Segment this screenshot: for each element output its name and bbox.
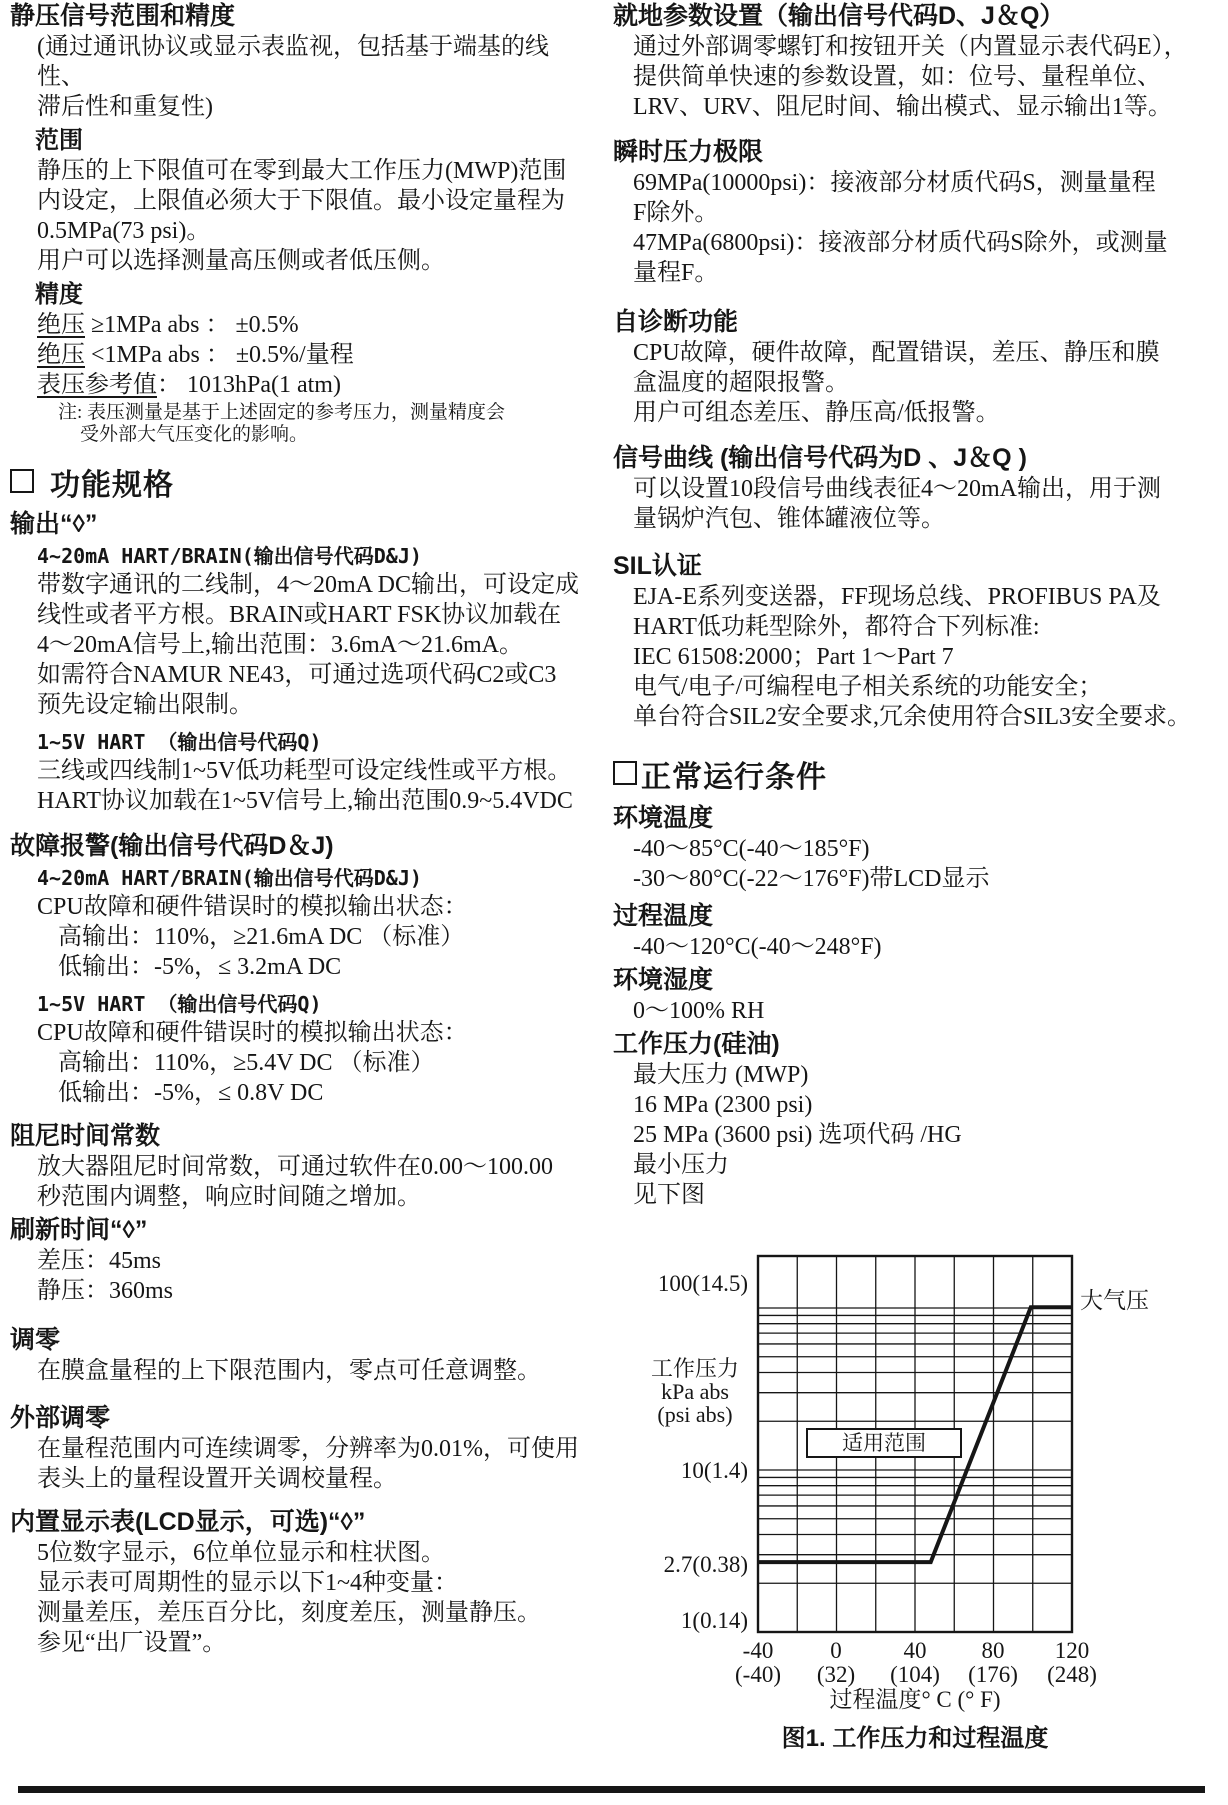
- heading-process-temp: 过程温度: [613, 902, 714, 930]
- y-tick-2-7: 2.7(0.38): [663, 1552, 748, 1577]
- text-line: 用户可以选择测量高压侧或者低压侧。: [37, 248, 445, 274]
- text-line: -40～85°C(-40～185°F): [633, 836, 870, 862]
- text-line: 4～20mA信号上,输出范围：3.6mA～21.6mA。: [37, 632, 523, 658]
- applicable-range-box: 适用范围: [806, 1428, 962, 1458]
- heading-momentary-pressure-limit: 瞬时压力极限: [613, 138, 764, 166]
- text-line: [10, 310, 595, 340]
- text-line: 预先设定输出限制。: [37, 692, 253, 718]
- text-line: 在膜盒量程的上下限范围内，零点可任意调整。: [37, 1358, 541, 1384]
- text-line: HART协议加载在1~5V信号上,输出范围0.9~5.4VDC: [37, 788, 573, 814]
- figure-caption: 图1. 工作压力和过程温度: [781, 1725, 1049, 1752]
- text-line: 0～100% RH: [633, 998, 765, 1024]
- heading-ambient-humidity: 环境湿度: [613, 966, 714, 994]
- text-line: 范围: [35, 127, 83, 154]
- underlined-term: 绝压: [37, 342, 85, 368]
- section-functional-specs: [10, 466, 595, 506]
- text-line: 用户可组态差压、静压高/低报警。: [633, 400, 1000, 426]
- text-line: CPU故障，硬件故障，配置错误，差压、静压和膜: [633, 340, 1160, 366]
- x-tick-f: (32): [816, 1662, 856, 1687]
- text-line: 高输出：110%，≥21.6mA DC （标准）: [58, 924, 465, 950]
- section-signal-curve: [613, 442, 1225, 534]
- text-line: CPU故障和硬件错误时的模拟输出状态：: [37, 1020, 468, 1046]
- text-line: 25 MPa (3600 psi) 选项代码 /HG: [633, 1122, 962, 1148]
- text-line: 静压：360ms: [37, 1278, 174, 1304]
- x-tick: 40: [903, 1638, 927, 1663]
- text-line: 47MPa(6800psi)：接液部分材质代码S除外，或测量: [633, 230, 1168, 256]
- heading-zero-adjust: 调零: [10, 1326, 61, 1354]
- section-integral-indicator: [10, 1506, 595, 1658]
- atmospheric-pressure-label: 大气压: [1080, 1288, 1149, 1313]
- section-damping: [10, 1120, 595, 1212]
- text-line: 表头上的量程设置开关调校量程。: [37, 1466, 397, 1492]
- heading-update-time: 刷新时间“◊”: [10, 1216, 148, 1244]
- section-zero-adjust: [10, 1324, 595, 1386]
- x-tick: 0: [830, 1638, 842, 1663]
- underlined-term: 绝压: [37, 312, 85, 338]
- y-tick-1: 1(0.14): [680, 1608, 748, 1633]
- x-tick-f: (248): [1047, 1662, 1097, 1687]
- text-line: 放大器阻尼时间常数，可通过软件在0.00～100.00: [37, 1154, 553, 1180]
- y-axis-unit: kPa abs: [661, 1379, 729, 1404]
- text-line: 5位数字显示，6位单位显示和柱状图。: [37, 1540, 445, 1566]
- text-line: 滞后性和重复性): [37, 94, 213, 120]
- footer-rule: [18, 1786, 1205, 1793]
- text-line: 带数字通讯的二线制，4～20mA DC输出，可设定成: [37, 572, 580, 598]
- heading-ambient-temp: 环境温度: [613, 804, 714, 832]
- text-line: 显示表可周期性的显示以下1~4种变量：: [37, 1570, 458, 1596]
- text-line: -40～120°C(-40～248°F): [633, 934, 882, 960]
- section-momentary-pressure-limit: [613, 136, 1225, 288]
- section-failure-alarm: [10, 830, 595, 1108]
- text-line: 低输出：-5%，≤ 3.2mA DC: [58, 954, 342, 980]
- text-line: 16 MPa (2300 psi): [633, 1092, 813, 1118]
- text-line: 盒温度的超限报警。: [633, 370, 849, 396]
- underlined-term: 表压参考值: [37, 372, 157, 398]
- section-working-pressure: [613, 1028, 1225, 1210]
- text-line: 参见“出厂设置”。: [37, 1630, 227, 1656]
- text-line: 电气/电子/可编程电子相关系统的功能安全；: [633, 674, 1103, 700]
- x-tick-f: (104): [890, 1662, 940, 1687]
- text-line: F除外。: [633, 200, 719, 226]
- x-axis-label: 过程温度° C (° F): [829, 1687, 1001, 1712]
- text-line: -30～80°C(-22～176°F)带LCD显示: [633, 866, 990, 892]
- text-line: 差压：45ms: [37, 1248, 162, 1274]
- section-self-diagnostics: [613, 306, 1225, 428]
- heading-local-param-setting: 就地参数设置（输出信号代码D、J＆Q）: [613, 2, 1065, 30]
- text-line: IEC 61508:2000；Part 1～Part 7: [633, 644, 954, 670]
- heading-working-pressure: 工作压力(硅油): [613, 1030, 780, 1058]
- text-line: 线性或者平方根。BRAIN或HART FSK协议加载在: [37, 602, 562, 628]
- section-box-icon: [10, 469, 34, 493]
- left-column: [10, 0, 595, 1658]
- text-line: 单台符合SIL2安全要求,冗余使用符合SIL3安全要求。: [633, 704, 1191, 730]
- text-line: [10, 370, 595, 400]
- section-local-param-setting: [613, 0, 1225, 122]
- text-line: 注: 表压测量是基于上述固定的参考压力，测量精度会: [58, 402, 506, 423]
- text-run: ≥1MPa abs ： ±0.5%: [85, 312, 299, 338]
- heading-sil-cert: SIL认证: [613, 552, 702, 580]
- heading-normal-operating-conditions: 正常运行条件: [613, 758, 1225, 798]
- section-ambient-temp: [613, 802, 1225, 894]
- text-line: 最大压力 (MWP): [633, 1062, 809, 1088]
- section-normal-operating-conditions: [613, 758, 1225, 798]
- x-tick: 120: [1054, 1638, 1090, 1663]
- text-line: EJA-E系列变送器，FF现场总线、PROFIBUS PA及: [633, 584, 1161, 610]
- section-box-icon: [613, 761, 637, 785]
- text-line: 三线或四线制1~5V低功耗型可设定线性或平方根。: [37, 758, 572, 784]
- text-line: [10, 340, 595, 370]
- text-line: 量程F。: [633, 260, 719, 286]
- text-line: 69MPa(10000psi)：接液部分材质代码S，测量量程: [633, 170, 1156, 196]
- text-line: 1~5V HART （输出信号代码Q): [37, 992, 322, 1016]
- text-line: CPU故障和硬件错误时的模拟输出状态：: [37, 894, 468, 920]
- text-line: LRV、URV、阻尼时间、输出模式、显示输出1等。: [633, 94, 1172, 120]
- y-tick-10: 10(1.4): [680, 1458, 748, 1483]
- text-line: 4~20mA HART/BRAIN(输出信号代码D&J): [37, 866, 422, 890]
- text-line: 4~20mA HART/BRAIN(输出信号代码D&J): [37, 544, 422, 568]
- right-column: [613, 0, 1225, 1210]
- heading-self-diagnostics: 自诊断功能: [613, 308, 739, 336]
- text-line: (通过通讯协议或显示表监视，包括基于端基的线性、: [37, 34, 549, 90]
- x-tick: -40: [742, 1638, 774, 1663]
- x-tick: 80: [981, 1638, 1005, 1663]
- text-line: 1~5V HART （输出信号代码Q): [37, 730, 322, 754]
- text-line: 高输出：110%，≥5.4V DC （标准）: [58, 1050, 435, 1076]
- text-line: 静压的上下限值可在零到最大工作压力(MWP)范围: [37, 158, 567, 184]
- text-line: 秒范围内调整，响应时间随之增加。: [37, 1184, 421, 1210]
- text-run: ： 1013hPa(1 atm): [157, 372, 341, 398]
- text-line: 通过外部调零螺钉和按钮开关（内置显示表代码E），: [633, 34, 1188, 60]
- text-line: 受外部大气压变化的影响。: [80, 424, 309, 445]
- text-line: 测量差压，差压百分比，刻度差压，测量静压。: [37, 1600, 541, 1626]
- text-line: 可以设置10段信号曲线表征4～20mA输出，用于测: [633, 476, 1161, 502]
- section-sil-cert: [613, 550, 1225, 732]
- heading-sig-accuracy: 静压信号范围和精度: [10, 2, 236, 30]
- text-line: 内设定，上限值必须大于下限值。最小设定量程为: [37, 188, 565, 214]
- text-run: <1MPa abs ： ±0.5%/量程: [85, 342, 354, 368]
- text-line: 低输出：-5%，≤ 0.8V DC: [58, 1080, 324, 1106]
- heading-functional-specs: 功能规格: [10, 466, 595, 506]
- y-axis-label: 工作压力: [650, 1356, 739, 1381]
- section-external-zero: [10, 1402, 595, 1494]
- heading-damping: 阻尼时间常数: [10, 1122, 161, 1150]
- text-line: 0.5MPa(73 psi)。: [37, 218, 211, 244]
- y-axis-unit-psi: (psi abs): [657, 1402, 733, 1427]
- text-line: 在量程范围内可连续调零，分辨率为0.01%，可使用: [37, 1436, 579, 1462]
- heading-signal-curve: 信号曲线 (输出信号代码为D 、J＆Q ): [613, 444, 1027, 472]
- text-line: 精度: [35, 281, 83, 308]
- section-process-temp: [613, 900, 1225, 962]
- heading-external-zero: 外部调零: [10, 1404, 111, 1432]
- x-tick-f: (176): [968, 1662, 1018, 1687]
- y-tick-100: 100(14.5): [657, 1271, 748, 1296]
- text-line: 见下图: [633, 1182, 705, 1208]
- heading-integral-indicator: 内置显示表(LCD显示，可选)“◊”: [10, 1508, 366, 1536]
- section-update-time: [10, 1214, 595, 1306]
- text-line: 量锅炉汽包、锥体罐液位等。: [633, 506, 945, 532]
- heading-failure-alarm: 故障报警(输出信号代码D＆J): [10, 832, 334, 860]
- heading-output: 输出“◊”: [10, 510, 98, 538]
- text-line: 提供简单快速的参数设置，如：位号、量程单位、: [633, 64, 1161, 90]
- text-line: 最小压力: [633, 1152, 729, 1178]
- section-output: [10, 508, 595, 816]
- x-tick-f: (-40): [735, 1662, 781, 1687]
- text-line: 如需符合NAMUR NE43，可通过选项代码C2或C3: [37, 662, 557, 688]
- section-ambient-humidity: [613, 964, 1225, 1026]
- text-line: HART低功耗型除外，都符合下列标准:: [633, 614, 1040, 640]
- section-sig-accuracy: [10, 0, 595, 446]
